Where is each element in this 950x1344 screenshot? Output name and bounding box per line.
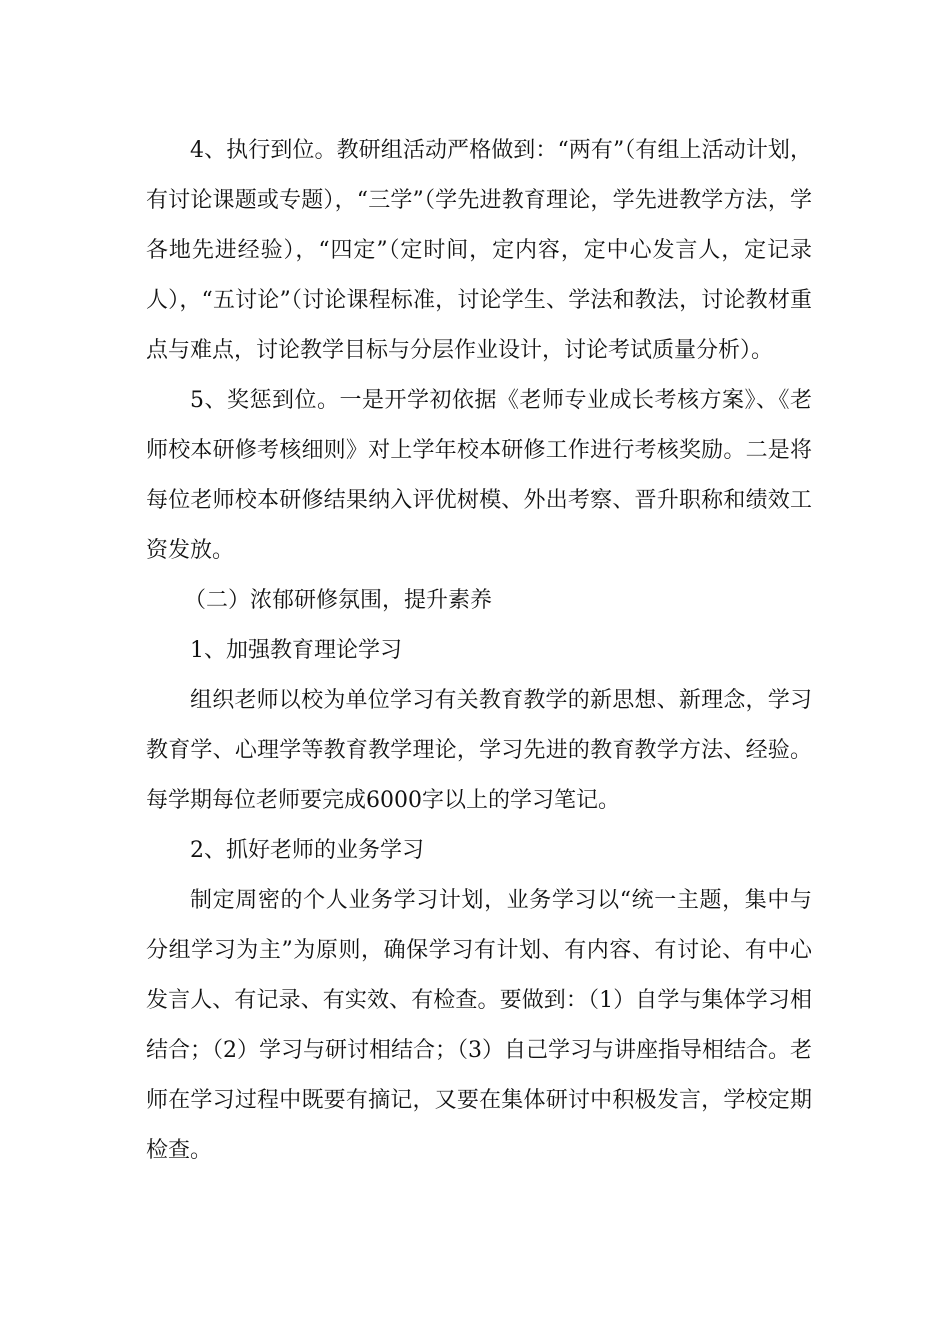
- paragraph-rewards: 5、奖惩到位。一是开学初依据《老师专业成长考核方案》、《老师校本研修考核细则》对上学年校本研修工作进行考核奖励。二是将每位老师校本研修结果纳入评优树模、外出考察、晋升职称和绩效工资发放。: [146, 388, 812, 563]
- section-heading-atmosphere: （二）浓郁研修氛围，提升素养: [184, 588, 493, 613]
- paragraph-business-study: 制定周密的个人业务学习计划，业务学习以“统一主题，集中与分组学习为主”为原则，确保学习有计划、有内容、有讨论、有中心发言人、有记录、有实效、有检查。要做到：（1）自学与集体学习相结合；（2）学习与研讨相结合；（3）自己学习与讲座指导相结合。老师在学习过程中既要有摘记，又要在集体研讨中积极发言，学校定期检查。: [146, 888, 812, 1163]
- subheading-business-study: 2、抓好老师的业务学习: [190, 838, 424, 863]
- paragraph-theory-study: 组织老师以校为单位学习有关教育教学的新思想、新理念，学习教育学、心理学等教育教学理论，学习先进的教育教学方法、经验。每学期每位老师要完成6000字以上的学习笔记。: [146, 688, 812, 813]
- document-body: [146, 126, 812, 1176]
- paragraph-execution: 4、执行到位。教研组活动严格做到：“两有”（有组上活动计划，有讨论课题或专题），“三学”（学先进教育理论，学先进教学方法，学各地先进经验），“四定”（定时间，定内容，定中心发言人，定记录人），“五讨论”（讨论课程标准，讨论学生、学法和教法，讨论教材重点与难点，讨论教学目标与分层作业设计，讨论考试质量分析）。: [146, 138, 812, 363]
- subheading-theory-study: 1、加强教育理论学习: [190, 638, 402, 663]
